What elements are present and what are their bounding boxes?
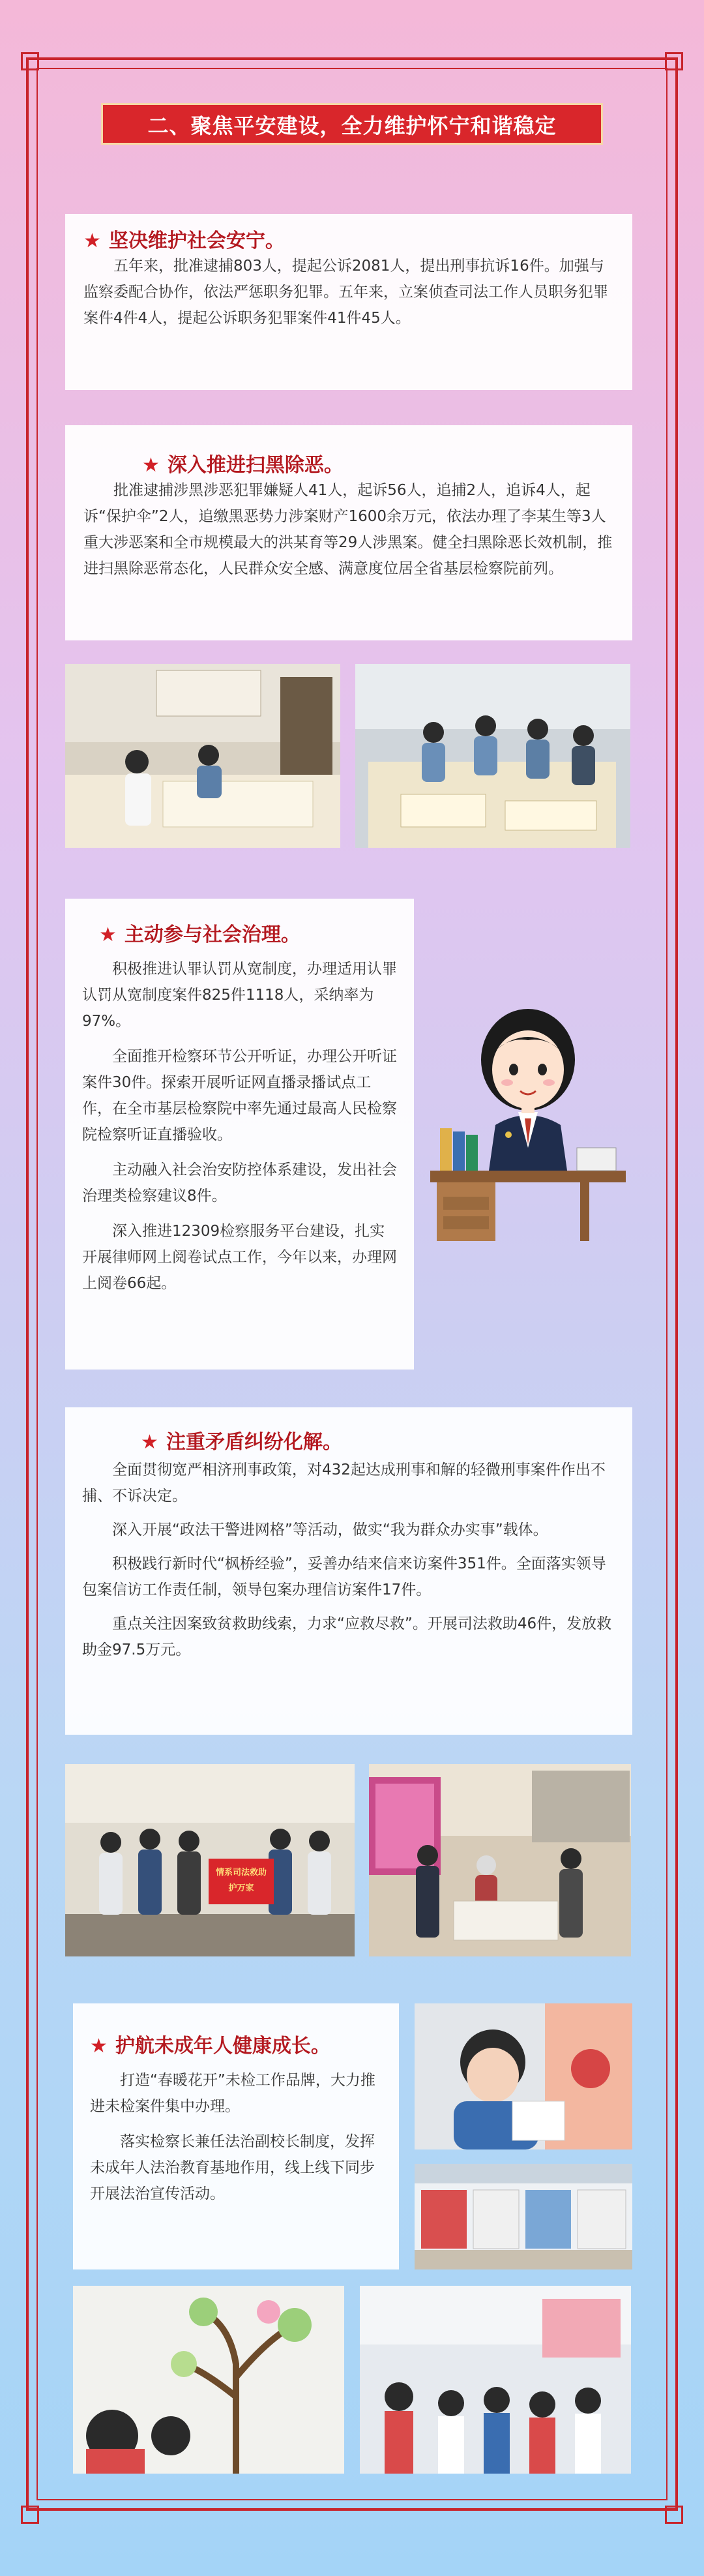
section-title: 二、聚焦平安建设，全力维护怀宁和谐稳定 [101, 103, 603, 145]
block-paragraph: 全面贯彻宽严相济刑事政策，对432起达成刑事和解的轻微刑事案件作出不捕、不诉决定。 [82, 1461, 606, 1505]
star-icon: ★ [90, 2035, 108, 2058]
block-paragraph: 积极推进认罪认罚从宽制度，办理适用认罪认罚从宽制度案件825件1118人，采纳率为97%。 [82, 961, 397, 1030]
block-paragraph: 重点关注因案致贫救助线索，力求“应救尽救”。开展司法救助46件，发放救助金97.5万元。 [82, 1615, 612, 1658]
star-icon: ★ [141, 1431, 158, 1454]
block-paragraph: 深入开展“政法干警进网格”等活动，做实“我为群众办实事”载体。 [112, 1521, 548, 1538]
block-paragraph: 全面推开检察环节公开听证，办理公开听证案件30件。探索开展听证网直播录播试点工作，在全市基层检察院中率先通过最高人民检察院检察听证直播验收。 [82, 1048, 397, 1143]
block-minors-protection [73, 2003, 399, 2269]
block-heading: ★ 坚决维护社会安宁。 [83, 230, 285, 252]
block-heading: ★ 主动参与社会治理。 [99, 923, 301, 946]
block-social-governance [65, 899, 414, 1370]
block-paragraph: 五年来，批准逮捕803人，提起公诉2081人，提出刑事抗诉16件。加强与监察委配合协作，依法严惩职务犯罪。五年来，立案侦查司法工作人员职务犯罪案件4件4人，提起公诉职务犯罪案件41件45人。 [83, 258, 608, 327]
block-paragraph: 落实检察长兼任法治副校长制度，发挥未成年人法治教育基地作用，线上线下同步开展法治宣传活动。 [90, 2133, 375, 2202]
star-icon: ★ [99, 923, 117, 946]
block-anti-crime [65, 425, 632, 640]
photo-children-lecture [360, 2286, 631, 2474]
photo-education-base [415, 2164, 632, 2269]
photo-judicial-aid-banner [65, 1764, 355, 1956]
block-heading: ★ 护航未成年人健康成长。 [90, 2035, 330, 2058]
block-heading: ★ 深入推进扫黑除恶。 [142, 454, 344, 477]
photo-child-reading [415, 2003, 632, 2149]
photo-visiting-family [369, 1764, 631, 1956]
photo-staff-filing [65, 664, 340, 848]
cartoon-prosecutor-illustration [424, 1008, 632, 1249]
photo-mural-painting [73, 2286, 344, 2474]
block-paragraph: 打造“春暖花开”未检工作品牌，大力推进未检案件集中办理。 [90, 2072, 375, 2115]
frame-corner-ornament [21, 52, 39, 70]
star-icon: ★ [142, 454, 160, 477]
block-heading: ★ 注重矛盾纠纷化解。 [141, 1431, 342, 1454]
frame-corner-ornament [665, 2506, 683, 2524]
aid-certificate: 情系司法救助 护万家 [209, 1859, 274, 1904]
block-paragraph: 深入推进12309检察服务平台建设，扎实开展律师网上阅卷试点工作，今年以来，办理网上阅卷66起。 [82, 1223, 397, 1292]
frame-corner-ornament [665, 52, 683, 70]
block-paragraph: 积极践行新时代“枫桥经验”，妥善办结来信来访案件351件。全面落实领导包案信访工作责任制，领导包案办理信访案件17件。 [82, 1555, 606, 1598]
star-icon: ★ [83, 230, 101, 252]
frame-corner-ornament [21, 2506, 39, 2524]
photo-inspectors-reviewing [355, 664, 630, 848]
block-paragraph: 主动融入社会治安防控体系建设，发出社会治理类检察建议8件。 [82, 1161, 397, 1205]
block-paragraph: 批准逮捕涉黑涉恶犯罪嫌疑人41人，起诉56人，追捕2人，追诉4人，起诉“保护伞”2人，追缴黑恶势力涉案财产1600余万元，依法办理了李某生等3人重大涉恶案和全市规模最大的洪某育等29人涉黑案。健全扫黑除恶长效机制，推进扫黑除恶常态化，人民群众安全感、满意度位居全省基层检察院前列。 [83, 482, 613, 577]
block-social-security [65, 214, 632, 390]
block-dispute-resolution [65, 1407, 632, 1735]
